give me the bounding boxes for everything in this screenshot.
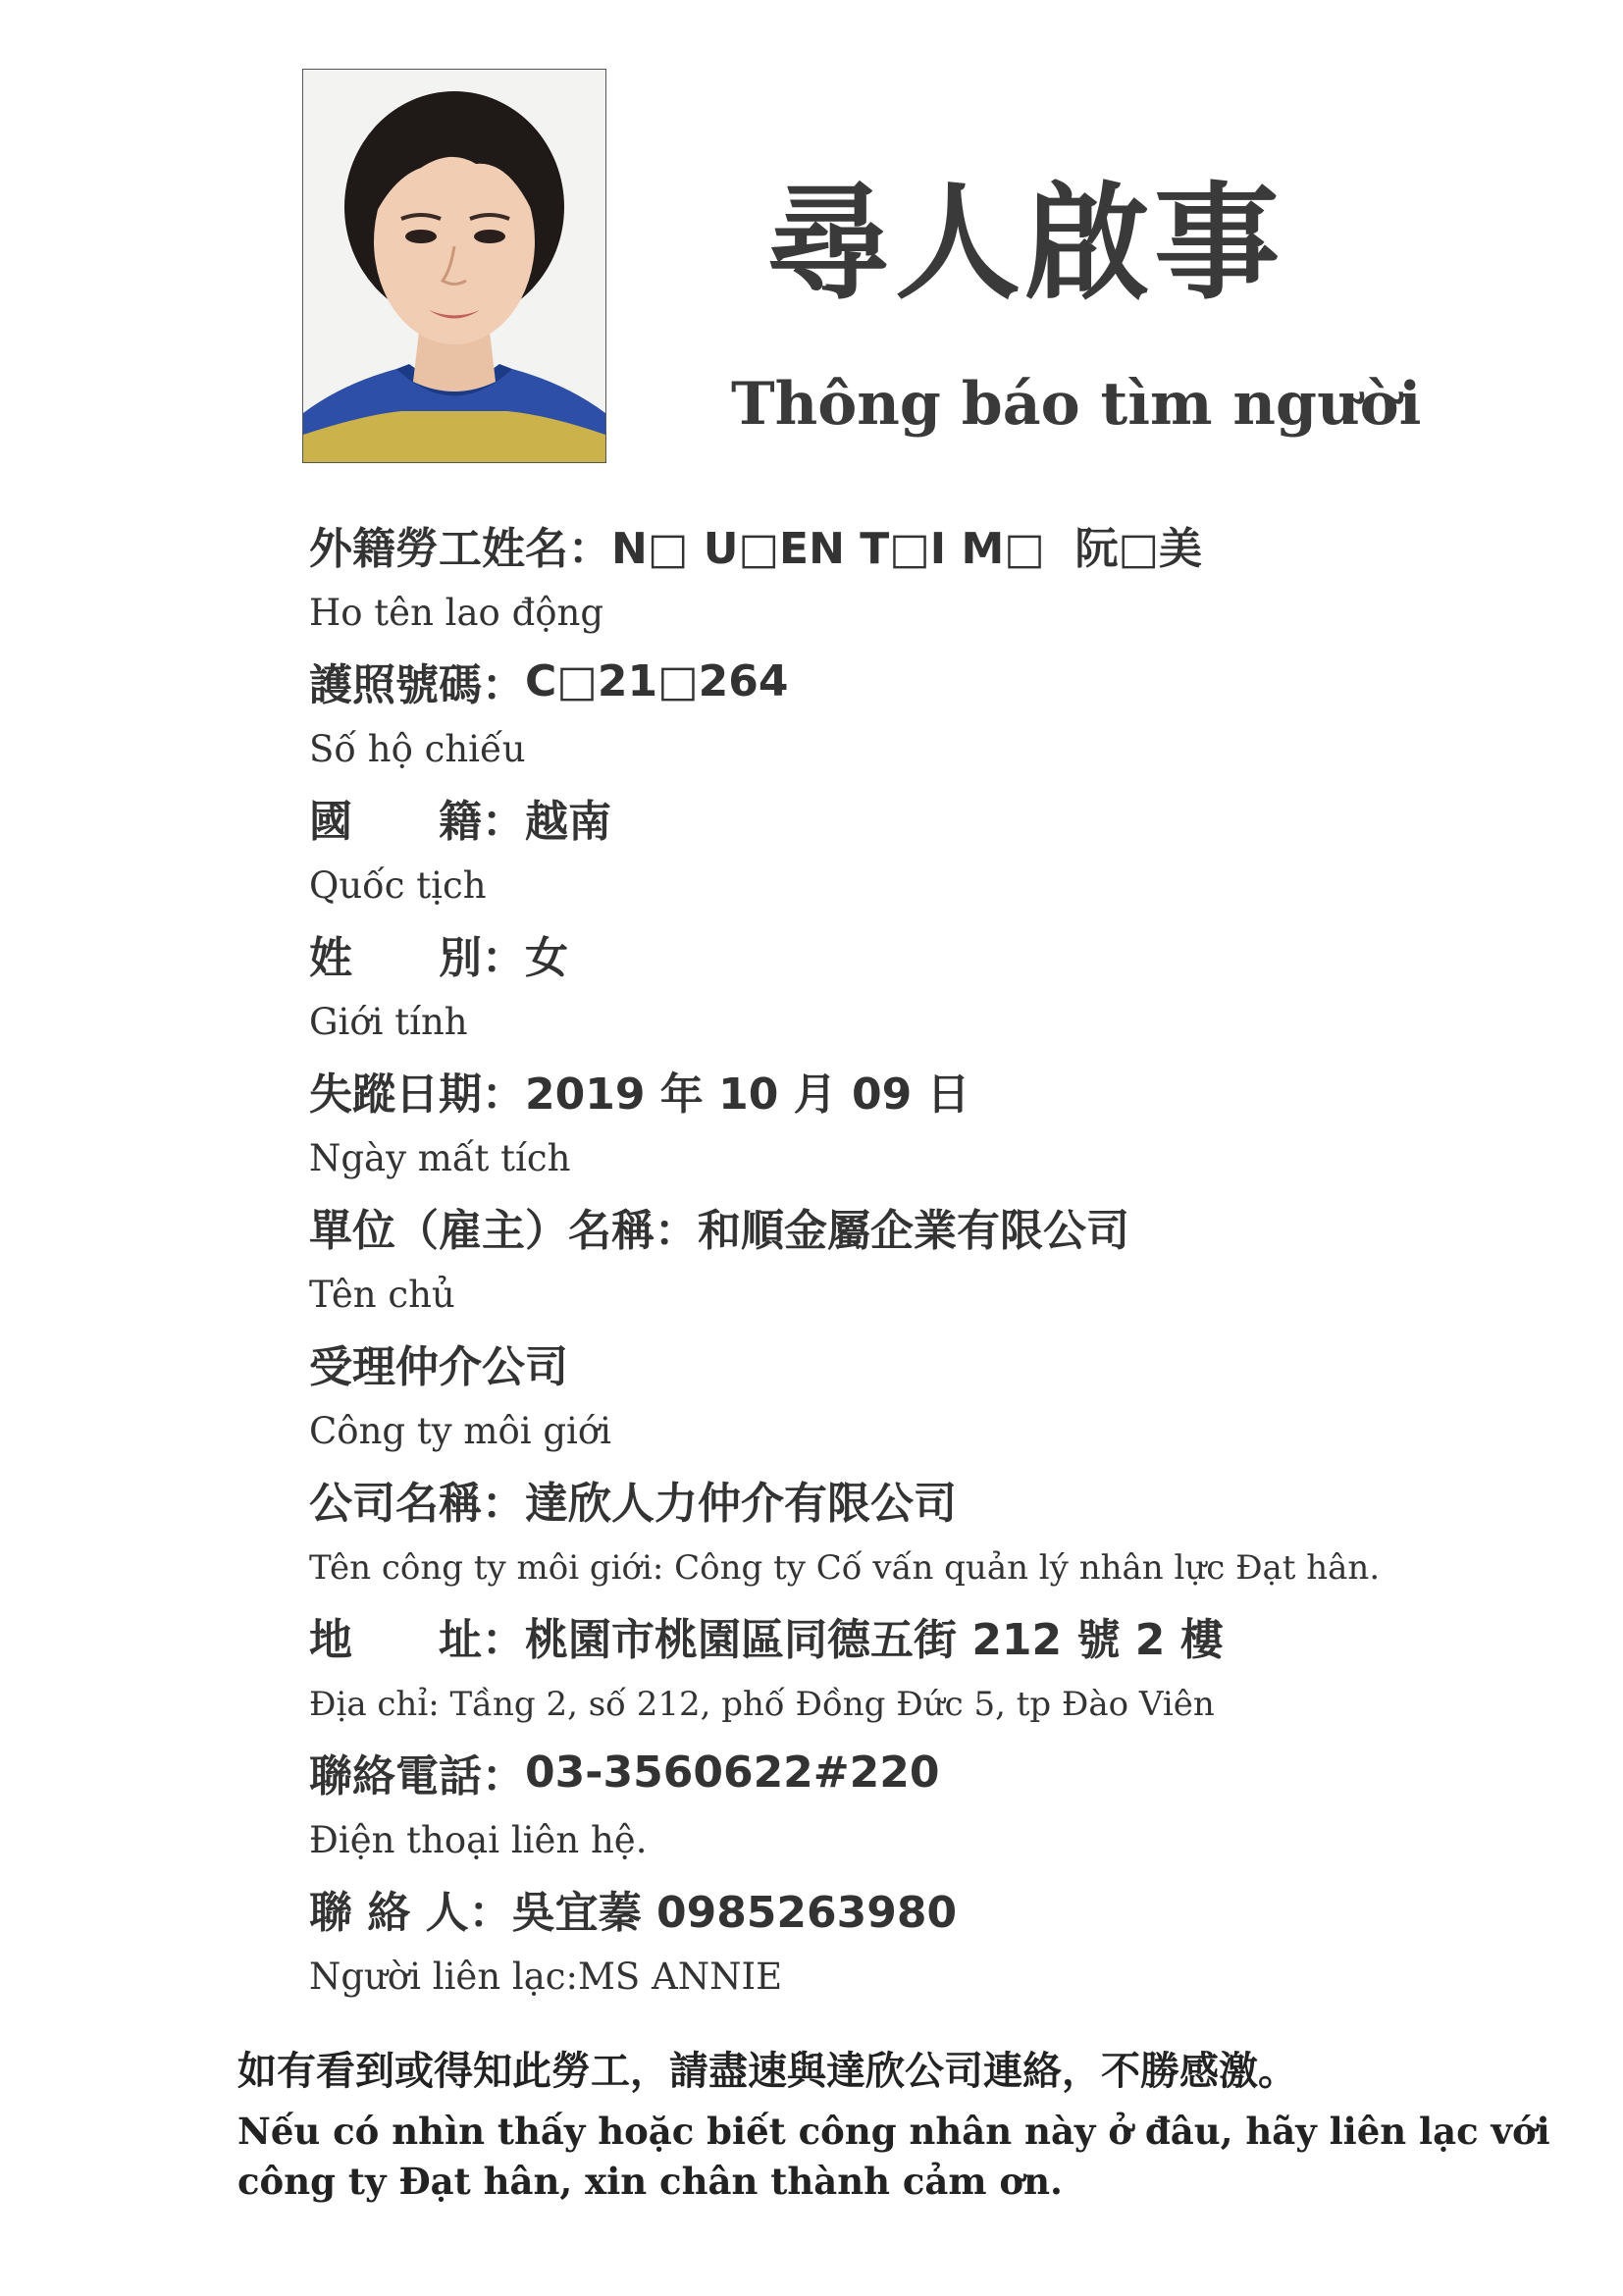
field-label-vi: Công ty môi giới — [309, 1410, 611, 1452]
field-label: 護照號碼 — [309, 660, 482, 710]
field-label-vi: Tên công ty môi giới: Công ty Cố vấn quản lý nhân lực Đạt hân. — [309, 1547, 1381, 1588]
field-label: 單位（雇主）名稱 — [309, 1206, 654, 1256]
footer-note — [237, 2046, 1592, 2207]
field-label: 姓 別 — [309, 933, 482, 983]
field-value: 2019 年 10 月 09 日 — [525, 1070, 970, 1120]
details-list — [309, 510, 1545, 2010]
field-phone — [309, 1738, 1545, 1874]
field-value: 達欣人力仲介有限公司 — [525, 1479, 957, 1529]
field-value: 03-3560622#220 — [525, 1747, 940, 1798]
field-label: 聯 絡 人 — [309, 1888, 469, 1938]
field-contact-person — [309, 1874, 1545, 2010]
field-colon: ： — [568, 524, 611, 574]
field-value: 吳宜蓁 0985263980 — [511, 1888, 958, 1938]
field-label-vi: Giới tính — [309, 1001, 468, 1043]
field-value: 女 — [525, 933, 568, 983]
field-gender — [309, 919, 1545, 1056]
field-passport — [309, 647, 1545, 783]
field-worker-name — [309, 510, 1545, 647]
person-photo — [302, 69, 606, 463]
field-colon: ： — [482, 1479, 525, 1529]
field-label-vi: Tên chủ — [309, 1274, 455, 1316]
field-label: 聯絡電話 — [309, 1751, 482, 1801]
field-label-vi: Điện thoại liên hệ. — [309, 1819, 648, 1861]
footer-note-zh: 如有看到或得知此勞工，請盡速與達欣公司連絡，不勝感激。 — [237, 2049, 1297, 2094]
field-label-vi: Quốc tịch — [309, 864, 487, 907]
field-missing-date — [309, 1056, 1545, 1192]
page-subtitle: Thông báo tìm người — [731, 370, 1422, 439]
field-nationality — [309, 783, 1545, 919]
field-label: 外籍勞工姓名 — [309, 524, 568, 574]
field-colon: ： — [468, 1888, 512, 1938]
field-value: 桃園市桃園區同德五街 212 號 2 樓 — [525, 1615, 1224, 1665]
field-label: 國 籍 — [309, 797, 482, 847]
field-value: N□ U□EN T□I M□ 阮□美 — [611, 524, 1203, 574]
field-label-vi: Ho tên lao động — [309, 592, 604, 634]
page-title: 尋人啟事 — [765, 171, 1284, 317]
field-company-name — [309, 1465, 1545, 1601]
field-colon: ： — [482, 1751, 525, 1801]
field-label: 失蹤日期 — [309, 1070, 482, 1120]
field-label-vi: Người liên lạc:MS ANNIE — [309, 1956, 783, 1998]
field-label: 公司名稱 — [309, 1479, 482, 1529]
field-label: 地 址 — [309, 1615, 482, 1665]
footer-note-vi: Nếu có nhìn thấy hoặc biết công nhân này ở đâu, hãy liên lạc với công ty Đạt hân, xin chân thành cảm ơn. — [237, 2110, 1550, 2204]
field-colon: ： — [654, 1206, 698, 1256]
field-employer — [309, 1192, 1545, 1329]
field-value: 越南 — [525, 797, 611, 847]
field-value: C□21□264 — [525, 655, 789, 706]
field-label-vi: Ngày mất tích — [309, 1137, 571, 1179]
field-colon: ： — [482, 797, 525, 847]
field-colon: ： — [482, 660, 525, 710]
field-colon: ： — [482, 933, 525, 983]
field-colon: ： — [482, 1070, 525, 1120]
field-label-vi: Địa chỉ: Tầng 2, số 212, phố Đồng Đức 5, tp Đào Viên — [309, 1684, 1215, 1724]
person-photo-icon — [303, 70, 605, 462]
field-colon: ： — [482, 1615, 525, 1665]
field-value: 和順金屬企業有限公司 — [698, 1206, 1129, 1256]
field-address — [309, 1601, 1545, 1738]
field-agency-heading — [309, 1329, 1545, 1465]
field-label: 受理仲介公司 — [309, 1342, 568, 1392]
field-label-vi: Số hộ chiếu — [309, 728, 526, 770]
